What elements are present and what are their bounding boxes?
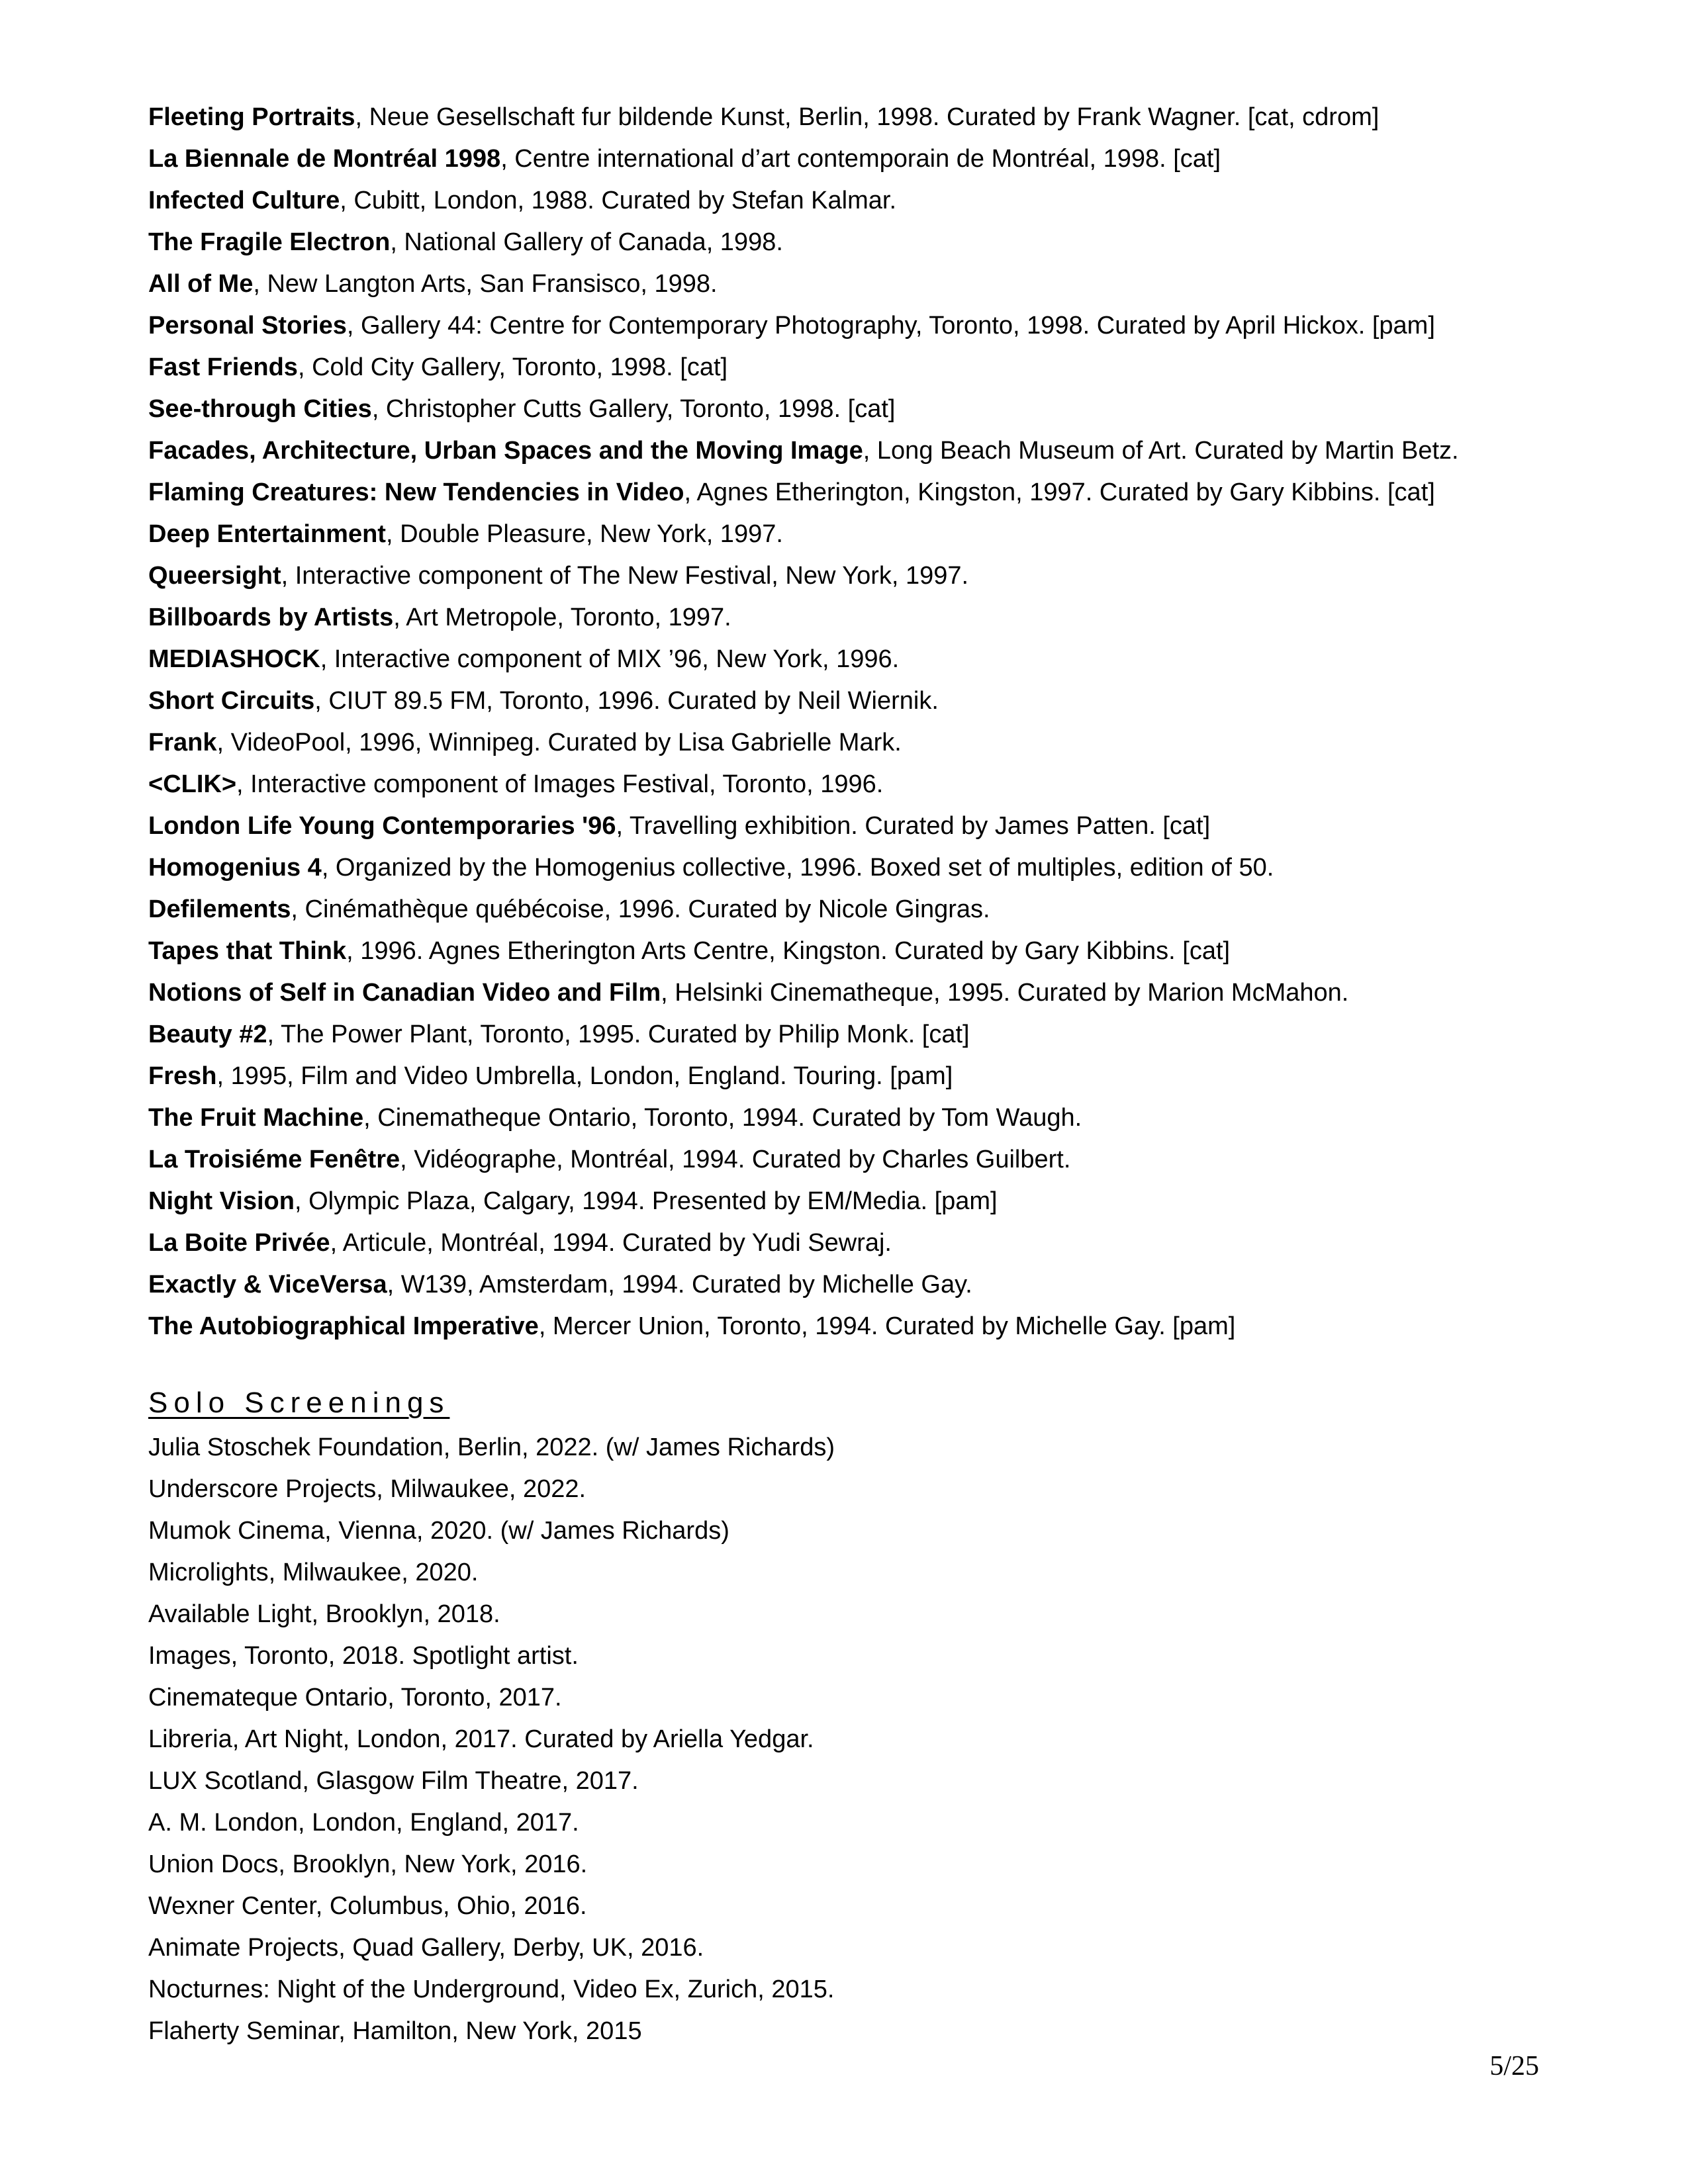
exhibition-title: Queersight	[148, 562, 281, 590]
exhibition-title: All of Me	[148, 270, 254, 298]
list-item: Nocturnes: Night of the Underground, Video Ex, Zurich, 2015.	[148, 1976, 835, 2003]
exhibition-details: , Interactive component of Images Festival, Toronto, 1996.	[236, 770, 884, 798]
exhibition-title: Night Vision	[148, 1187, 295, 1215]
exhibition-details: , Travelling exhibition. Curated by James Patten. [cat]	[616, 812, 1211, 840]
page-number: 5/25	[1489, 2051, 1539, 2081]
list-item: Mumok Cinema, Vienna, 2020. (w/ James Richards)	[148, 1517, 729, 1545]
exhibition-title: La Boite Privée	[148, 1229, 330, 1257]
exhibition-title: The Autobiographical Imperative	[148, 1312, 539, 1340]
exhibition-title: Billboards by Artists	[148, 604, 394, 631]
list-item: Union Docs, Brooklyn, New York, 2016.	[148, 1850, 588, 1878]
exhibition-details: , Interactive component of MIX ’96, New York, 1996.	[320, 645, 900, 673]
exhibition-title: Homogenius 4	[148, 854, 322, 882]
exhibition-title: Personal Stories	[148, 312, 347, 340]
exhibition-details: , Cold City Gallery, Toronto, 1998. [cat]	[297, 353, 728, 381]
list-item	[148, 680, 1571, 722]
list-item	[148, 514, 1571, 555]
exhibition-details: , Olympic Plaza, Calgary, 1994. Presented by EM/Media. [pam]	[294, 1187, 998, 1215]
exhibition-details: , Agnes Etherington, Kingston, 1997. Curated by Gary Kibbins. [cat]	[684, 478, 1435, 506]
list-item: Images, Toronto, 2018. Spotlight artist.	[148, 1642, 579, 1670]
exhibition-title: See-through Cities	[148, 395, 372, 423]
list-item	[148, 889, 1571, 931]
exhibition-title: Facades, Architecture, Urban Spaces and the Moving Image	[148, 437, 863, 465]
exhibition-details: , Articule, Montréal, 1994. Curated by Yudi Sewraj.	[330, 1229, 892, 1257]
exhibition-details: , Mercer Union, Toronto, 1994. Curated by Michelle Gay. [pam]	[538, 1312, 1236, 1340]
list-item	[148, 347, 1571, 388]
list-item: Microlights, Milwaukee, 2020.	[148, 1559, 479, 1586]
exhibition-title: Exactly & ViceVersa	[148, 1271, 387, 1298]
section-heading: Solo Screenings	[148, 1387, 450, 1419]
exhibition-title: La Biennale de Montréal 1998	[148, 145, 501, 173]
exhibition-title: <CLIK>	[148, 770, 237, 798]
list-item	[148, 1056, 1571, 1097]
list-item: LUX Scotland, Glasgow Film Theatre, 2017.	[148, 1767, 639, 1795]
exhibition-title: Fast Friends	[148, 353, 298, 381]
exhibition-details: , Neue Gesellschaft fur bildende Kunst, Berlin, 1998. Curated by Frank Wagner. [cat, cdrom]	[355, 103, 1380, 131]
exhibition-details: , New Langton Arts, San Fransisco, 1998.	[253, 270, 718, 298]
exhibition-details: , Christopher Cutts Gallery, Toronto, 1998. [cat]	[371, 395, 896, 423]
exhibition-title: Notions of Self in Canadian Video and Film	[148, 979, 661, 1007]
exhibition-details: , 1996. Agnes Etherington Arts Centre, Kingston. Curated by Gary Kibbins. [cat]	[346, 937, 1231, 965]
exhibition-details: , The Power Plant, Toronto, 1995. Curated by Philip Monk. [cat]	[267, 1021, 970, 1048]
exhibition-title: Fleeting Portraits	[148, 103, 355, 131]
list-item	[148, 972, 1571, 1014]
list-item	[148, 472, 1571, 514]
exhibition-title: Deep Entertainment	[148, 520, 386, 548]
list-item	[148, 805, 1571, 847]
list-item	[148, 138, 1571, 180]
exhibition-details: , Cubitt, London, 1988. Curated by Stefan Kalmar.	[340, 187, 896, 214]
list-item: Animate Projects, Quad Gallery, Derby, UK, 2016.	[148, 1934, 704, 1962]
exhibition-details: , Art Metropole, Toronto, 1997.	[393, 604, 731, 631]
list-item: Wexner Center, Columbus, Ohio, 2016.	[148, 1892, 587, 1920]
list-item: Available Light, Brooklyn, 2018.	[148, 1600, 500, 1628]
exhibition-details: , Helsinki Cinematheque, 1995. Curated by Marion McMahon.	[661, 979, 1349, 1007]
exhibition-details: , Vidéographe, Montréal, 1994. Curated by Charles Guilbert.	[400, 1146, 1071, 1173]
list-item: Julia Stoschek Foundation, Berlin, 2022. (w/ James Richards)	[148, 1433, 835, 1461]
exhibition-details: , National Gallery of Canada, 1998.	[390, 228, 783, 256]
list-item	[148, 1097, 1571, 1139]
exhibition-details: , Cinematheque Ontario, Toronto, 1994. Curated by Tom Waugh.	[363, 1104, 1082, 1132]
exhibition-title: Tapes that Think	[148, 937, 347, 965]
list-item: Flaherty Seminar, Hamilton, New York, 2015	[148, 2017, 642, 2045]
exhibition-details: , VideoPool, 1996, Winnipeg. Curated by Lisa Gabrielle Mark.	[216, 729, 902, 756]
exhibition-details: , Long Beach Museum of Art. Curated by Martin Betz.	[863, 437, 1459, 465]
list-item	[148, 305, 1571, 347]
exhibition-title: MEDIASHOCK	[148, 645, 320, 673]
list-item	[148, 1222, 1571, 1264]
exhibition-details: , Double Pleasure, New York, 1997.	[385, 520, 783, 548]
group-exhibitions-list	[148, 97, 1571, 1347]
list-item: Libreria, Art Night, London, 2017. Curated by Ariella Yedgar.	[148, 1725, 814, 1753]
exhibition-title: The Fragile Electron	[148, 228, 391, 256]
exhibition-title: Infected Culture	[148, 187, 340, 214]
exhibition-details: , CIUT 89.5 FM, Toronto, 1996. Curated by Neil Wiernik.	[314, 687, 939, 715]
list-item	[148, 263, 1571, 305]
exhibition-title: Frank	[148, 729, 217, 756]
solo-screenings-list	[148, 1427, 835, 2052]
list-item	[148, 1306, 1571, 1347]
exhibition-details: , Gallery 44: Centre for Contemporary Photography, Toronto, 1998. Curated by April Hickox. [pam]	[346, 312, 1435, 340]
exhibition-title: London Life Young Contemporaries '96	[148, 812, 616, 840]
list-item	[148, 764, 1571, 805]
exhibition-title: Beauty #2	[148, 1021, 267, 1048]
list-item: A. M. London, London, England, 2017.	[148, 1809, 579, 1837]
list-item	[148, 722, 1571, 764]
list-item	[148, 222, 1571, 263]
list-item	[148, 430, 1571, 472]
list-item	[148, 639, 1571, 680]
list-item	[148, 1181, 1571, 1222]
exhibition-details: , W139, Amsterdam, 1994. Curated by Michelle Gay.	[387, 1271, 972, 1298]
list-item	[148, 97, 1571, 138]
list-item	[148, 1264, 1571, 1306]
exhibition-title: Flaming Creatures: New Tendencies in Video	[148, 478, 684, 506]
list-item	[148, 388, 1571, 430]
exhibition-details: , Centre international d’art contemporain de Montréal, 1998. [cat]	[500, 145, 1221, 173]
exhibition-title: Fresh	[148, 1062, 217, 1090]
exhibition-title: La Troisiéme Fenêtre	[148, 1146, 400, 1173]
list-item	[148, 1014, 1571, 1056]
exhibition-title: The Fruit Machine	[148, 1104, 364, 1132]
list-item	[148, 180, 1571, 222]
exhibition-details: , 1995, Film and Video Umbrella, London, England. Touring. [pam]	[216, 1062, 953, 1090]
exhibition-details: , Organized by the Homogenius collective, 1996. Boxed set of multiples, edition of 50.	[321, 854, 1274, 882]
list-item: Underscore Projects, Milwaukee, 2022.	[148, 1475, 586, 1503]
exhibition-title: Defilements	[148, 895, 291, 923]
list-item: Cinemateque Ontario, Toronto, 2017.	[148, 1684, 562, 1711]
list-item	[148, 597, 1571, 639]
list-item	[148, 1139, 1571, 1181]
exhibition-details: , Interactive component of The New Festival, New York, 1997.	[281, 562, 969, 590]
list-item	[148, 847, 1571, 889]
list-item	[148, 931, 1571, 972]
list-item	[148, 555, 1571, 597]
exhibition-details: , Cinémathèque québécoise, 1996. Curated by Nicole Gingras.	[291, 895, 990, 923]
exhibition-title: Short Circuits	[148, 687, 315, 715]
